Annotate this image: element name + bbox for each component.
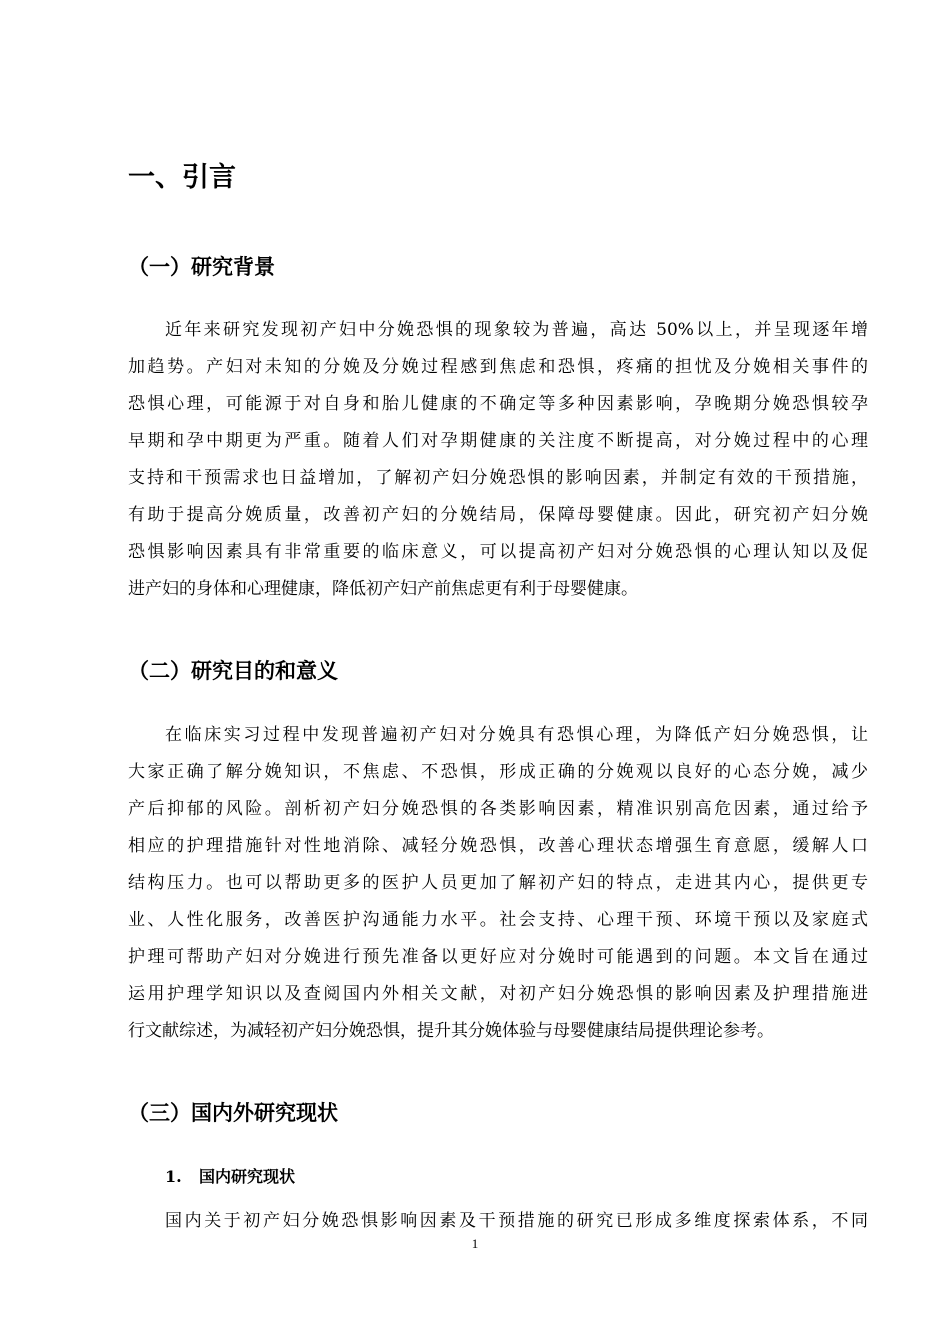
section-heading-background: （一）研究背景 xyxy=(128,255,275,279)
paragraph-line: 运用护理学知识以及查阅国内外相关文献，对初产妇分娩恐惧的影响因素及护理措施进 xyxy=(128,984,868,1004)
paragraph-line: 结构压力。也可以帮助更多的医护人员更加了解初产妇的特点，走进其内心，提供更专 xyxy=(128,873,868,893)
section-heading-purpose: （二）研究目的和意义 xyxy=(128,659,338,683)
paragraph-line: 行文献综述，为减轻初产妇分娩恐惧，提升其分娩体验与母婴健康结局提供理论参考。 xyxy=(128,1021,774,1041)
paragraph-line: 早期和孕中期更为严重。随着人们对孕期健康的关注度不断提高，对分娩过程中的心理 xyxy=(128,431,868,451)
paragraph-line: 业、人性化服务，改善医护沟通能力水平。社会支持、心理干预、环境干预以及家庭式 xyxy=(128,910,868,930)
paragraph-line: 进产妇的身体和心理健康，降低初产妇产前焦虑更有利于母婴健康。 xyxy=(128,579,638,599)
paragraph-line: 在临床实习过程中发现普遍初产妇对分娩具有恐惧心理，为降低产妇分娩恐惧，让 xyxy=(165,725,868,745)
paragraph-line: 护理可帮助产妇对分娩进行预先准备以更好应对分娩时可能遇到的问题。本文旨在通过 xyxy=(128,947,868,967)
paragraph-line: 国内关于初产妇分娩恐惧影响因素及干预措施的研究已形成多维度探索体系，不同 xyxy=(165,1211,868,1231)
page-number: 1 xyxy=(471,1236,479,1251)
paragraph-line: 恐惧心理，可能源于对自身和胎儿健康的不确定等多种因素影响，孕晚期分娩恐惧较孕 xyxy=(128,394,868,414)
paragraph-line: 加趋势。产妇对未知的分娩及分娩过程感到焦虑和恐惧，疼痛的担忧及分娩相关事件的 xyxy=(128,357,868,377)
chapter-heading: 一、引言 xyxy=(128,162,236,193)
paragraph-line: 有助于提高分娩质量，改善初产妇的分娩结局，保障母婴健康。因此，研究初产妇分娩 xyxy=(128,505,868,525)
paragraph-line: 大家正确了解分娩知识，不焦虑、不恐惧，形成正确的分娩观以良好的心态分娩，减少 xyxy=(128,762,868,782)
paragraph-line: 恐惧影响因素具有非常重要的临床意义，可以提高初产妇对分娩恐惧的心理认知以及促 xyxy=(128,542,868,562)
subsection-title: 国内研究现状 xyxy=(199,1167,296,1186)
subsection-number: 1. xyxy=(165,1167,182,1186)
paragraph-line: 支持和干预需求也日益增加，了解初产妇分娩恐惧的影响因素，并制定有效的干预措施， xyxy=(128,468,868,488)
paragraph-line: 近年来研究发现初产妇中分娩恐惧的现象较为普遍，高达 50%以上，并呈现逐年增 xyxy=(165,320,868,340)
subsection-heading-domestic xyxy=(165,1164,295,1190)
paragraph-line: 产后抑郁的风险。剖析初产妇分娩恐惧的各类影响因素，精准识别高危因素，通过给予 xyxy=(128,799,868,819)
section-heading-research-status: （三）国内外研究现状 xyxy=(128,1101,338,1125)
paragraph-line: 相应的护理措施针对性地消除、减轻分娩恐惧，改善心理状态增强生育意愿，缓解人口 xyxy=(128,836,868,856)
